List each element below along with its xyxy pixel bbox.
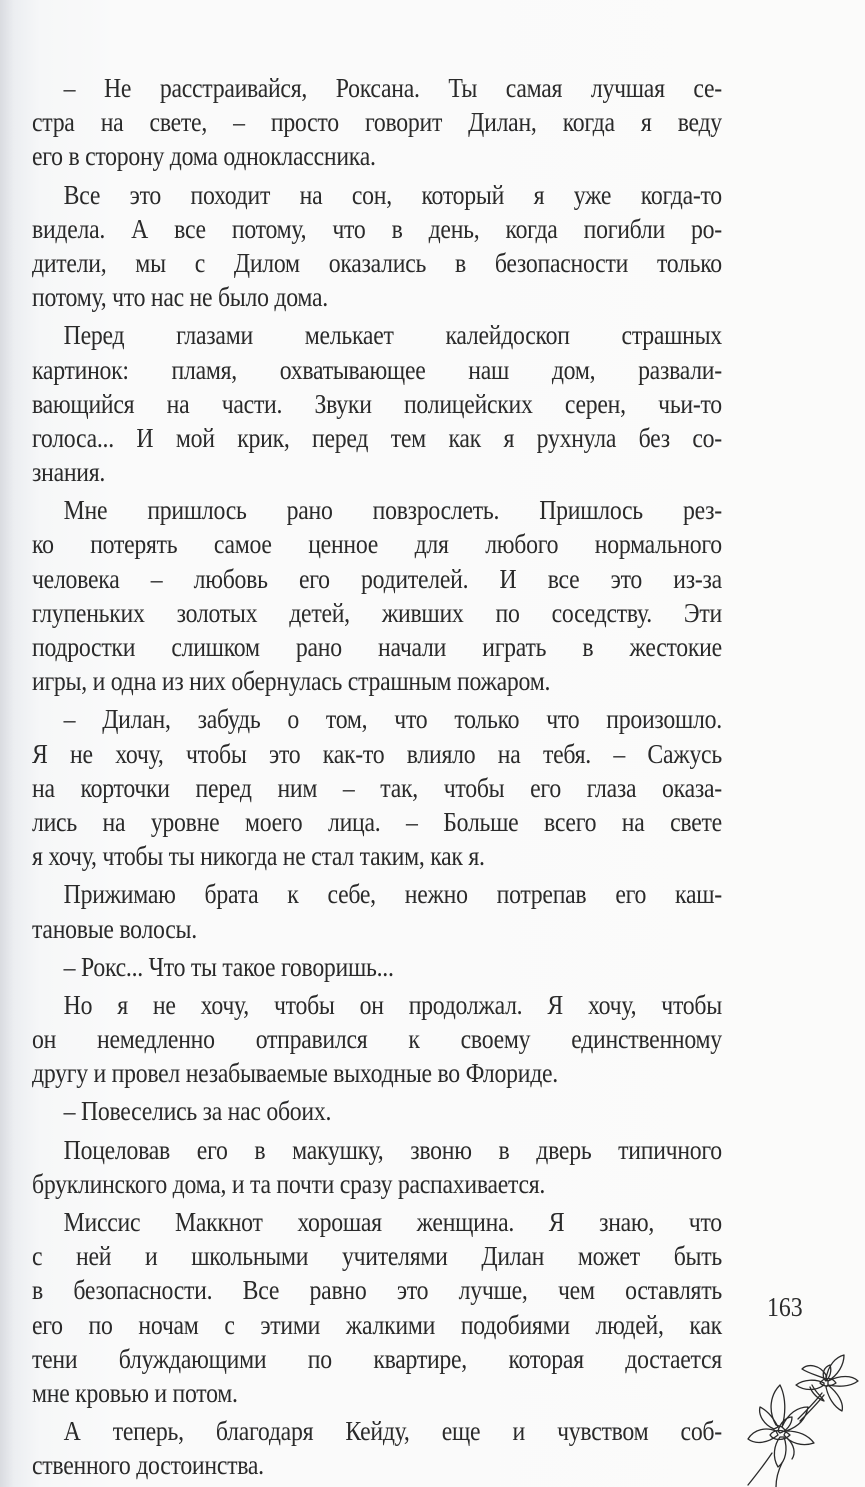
text-line: ственного достоинства. [32, 1450, 264, 1481]
text-line: голоса... И мой крик, перед тем как я рухнула без со- [32, 422, 722, 453]
text-line: Мне пришлось рано повзрослеть. Пришлось рез- [63, 495, 722, 526]
text-line: я хочу, чтобы ты никогда не стал таким, как я. [32, 841, 485, 872]
text-line: Все это походит на сон, который я уже когда-то [63, 179, 722, 210]
body-text [32, 71, 722, 1483]
text-line: – Рокс... Что ты такое говоришь... [63, 951, 394, 982]
text-line: знания. [32, 457, 106, 488]
text-line: подростки слишком рано начали играть в жестокие [32, 632, 722, 662]
text-line: картинок: пламя, охватывающее наш дом, развали- [32, 354, 722, 385]
text-line: его по ночам с этими жалкими подобиями людей, как [32, 1309, 722, 1340]
text-line: Но я не хочу, чтобы он продолжал. Я хочу, чтобы [63, 989, 722, 1020]
text-line: дители, мы с Дилом оказались в безопасности только [32, 247, 722, 278]
text-line: его в сторону дома одноклассника. [32, 141, 376, 172]
text-line: Прижимаю брата к себе, нежно потрепав его каш- [63, 879, 722, 910]
text-line: лись на уровне моего лица. – Больше всего на свете [32, 806, 722, 837]
text-line: видела. А все потому, что в день, когда погибли ро- [32, 213, 722, 244]
text-line: он немедленно отправился к своему единственному [32, 1024, 722, 1055]
text-line: другу и провел незабываемые выходные во Флориде. [32, 1058, 558, 1089]
text-line: стра на свете, – просто говорит Дилан, когда я веду [32, 107, 722, 138]
text-line: Миссис Маккнот хорошая женщина. Я знаю, что [63, 1207, 722, 1237]
text-line: тановые волосы. [32, 913, 197, 944]
text-line: – Дилан, забудь о том, что только что произошло. [63, 704, 722, 735]
text-line: тени блуждающими по квартире, которая достается [32, 1343, 722, 1374]
text-line: потому, что нас не было дома. [32, 282, 328, 313]
flower-illustration-icon [728, 1345, 865, 1487]
text-line: в безопасности. Все равно это лучше, чем оставлять [32, 1275, 722, 1306]
text-line: игры, и одна из них обернулась страшным пожаром. [32, 666, 551, 697]
page-number: 163 [767, 1292, 803, 1322]
text-line: мне кровью и потом. [32, 1377, 238, 1408]
text-line: А теперь, благодаря Кейду, еще и чувством соб- [63, 1416, 722, 1447]
text-line: бруклинского дома, и та почти сразу распахивается. [32, 1168, 546, 1199]
text-line: – Повеселись за нас обоих. [63, 1096, 332, 1127]
text-line: человека – любовь его родителей. И все это из-за [32, 563, 722, 594]
text-line: глупеньких золотых детей, живших по соседству. Эти [32, 597, 722, 628]
text-line: Поцеловав его в макушку, звоню в дверь типичного [63, 1134, 722, 1165]
text-line: с ней и школьными учителями Дилан может быть [32, 1241, 722, 1272]
text-line: Я не хочу, чтобы это как-то влияло на тебя. – Сажусь [32, 738, 722, 769]
text-line: на корточки перед ним – так, чтобы его глаза оказа- [32, 772, 722, 803]
text-line: Перед глазами мелькает калейдоскоп страшных [63, 320, 722, 351]
text-line: ко потерять самое ценное для любого нормального [32, 529, 722, 560]
text-line: – Не расстраивайся, Роксана. Ты самая лучшая се- [63, 73, 722, 103]
text-line: вающийся на части. Звуки полицейских серен, чьи-то [32, 388, 722, 419]
